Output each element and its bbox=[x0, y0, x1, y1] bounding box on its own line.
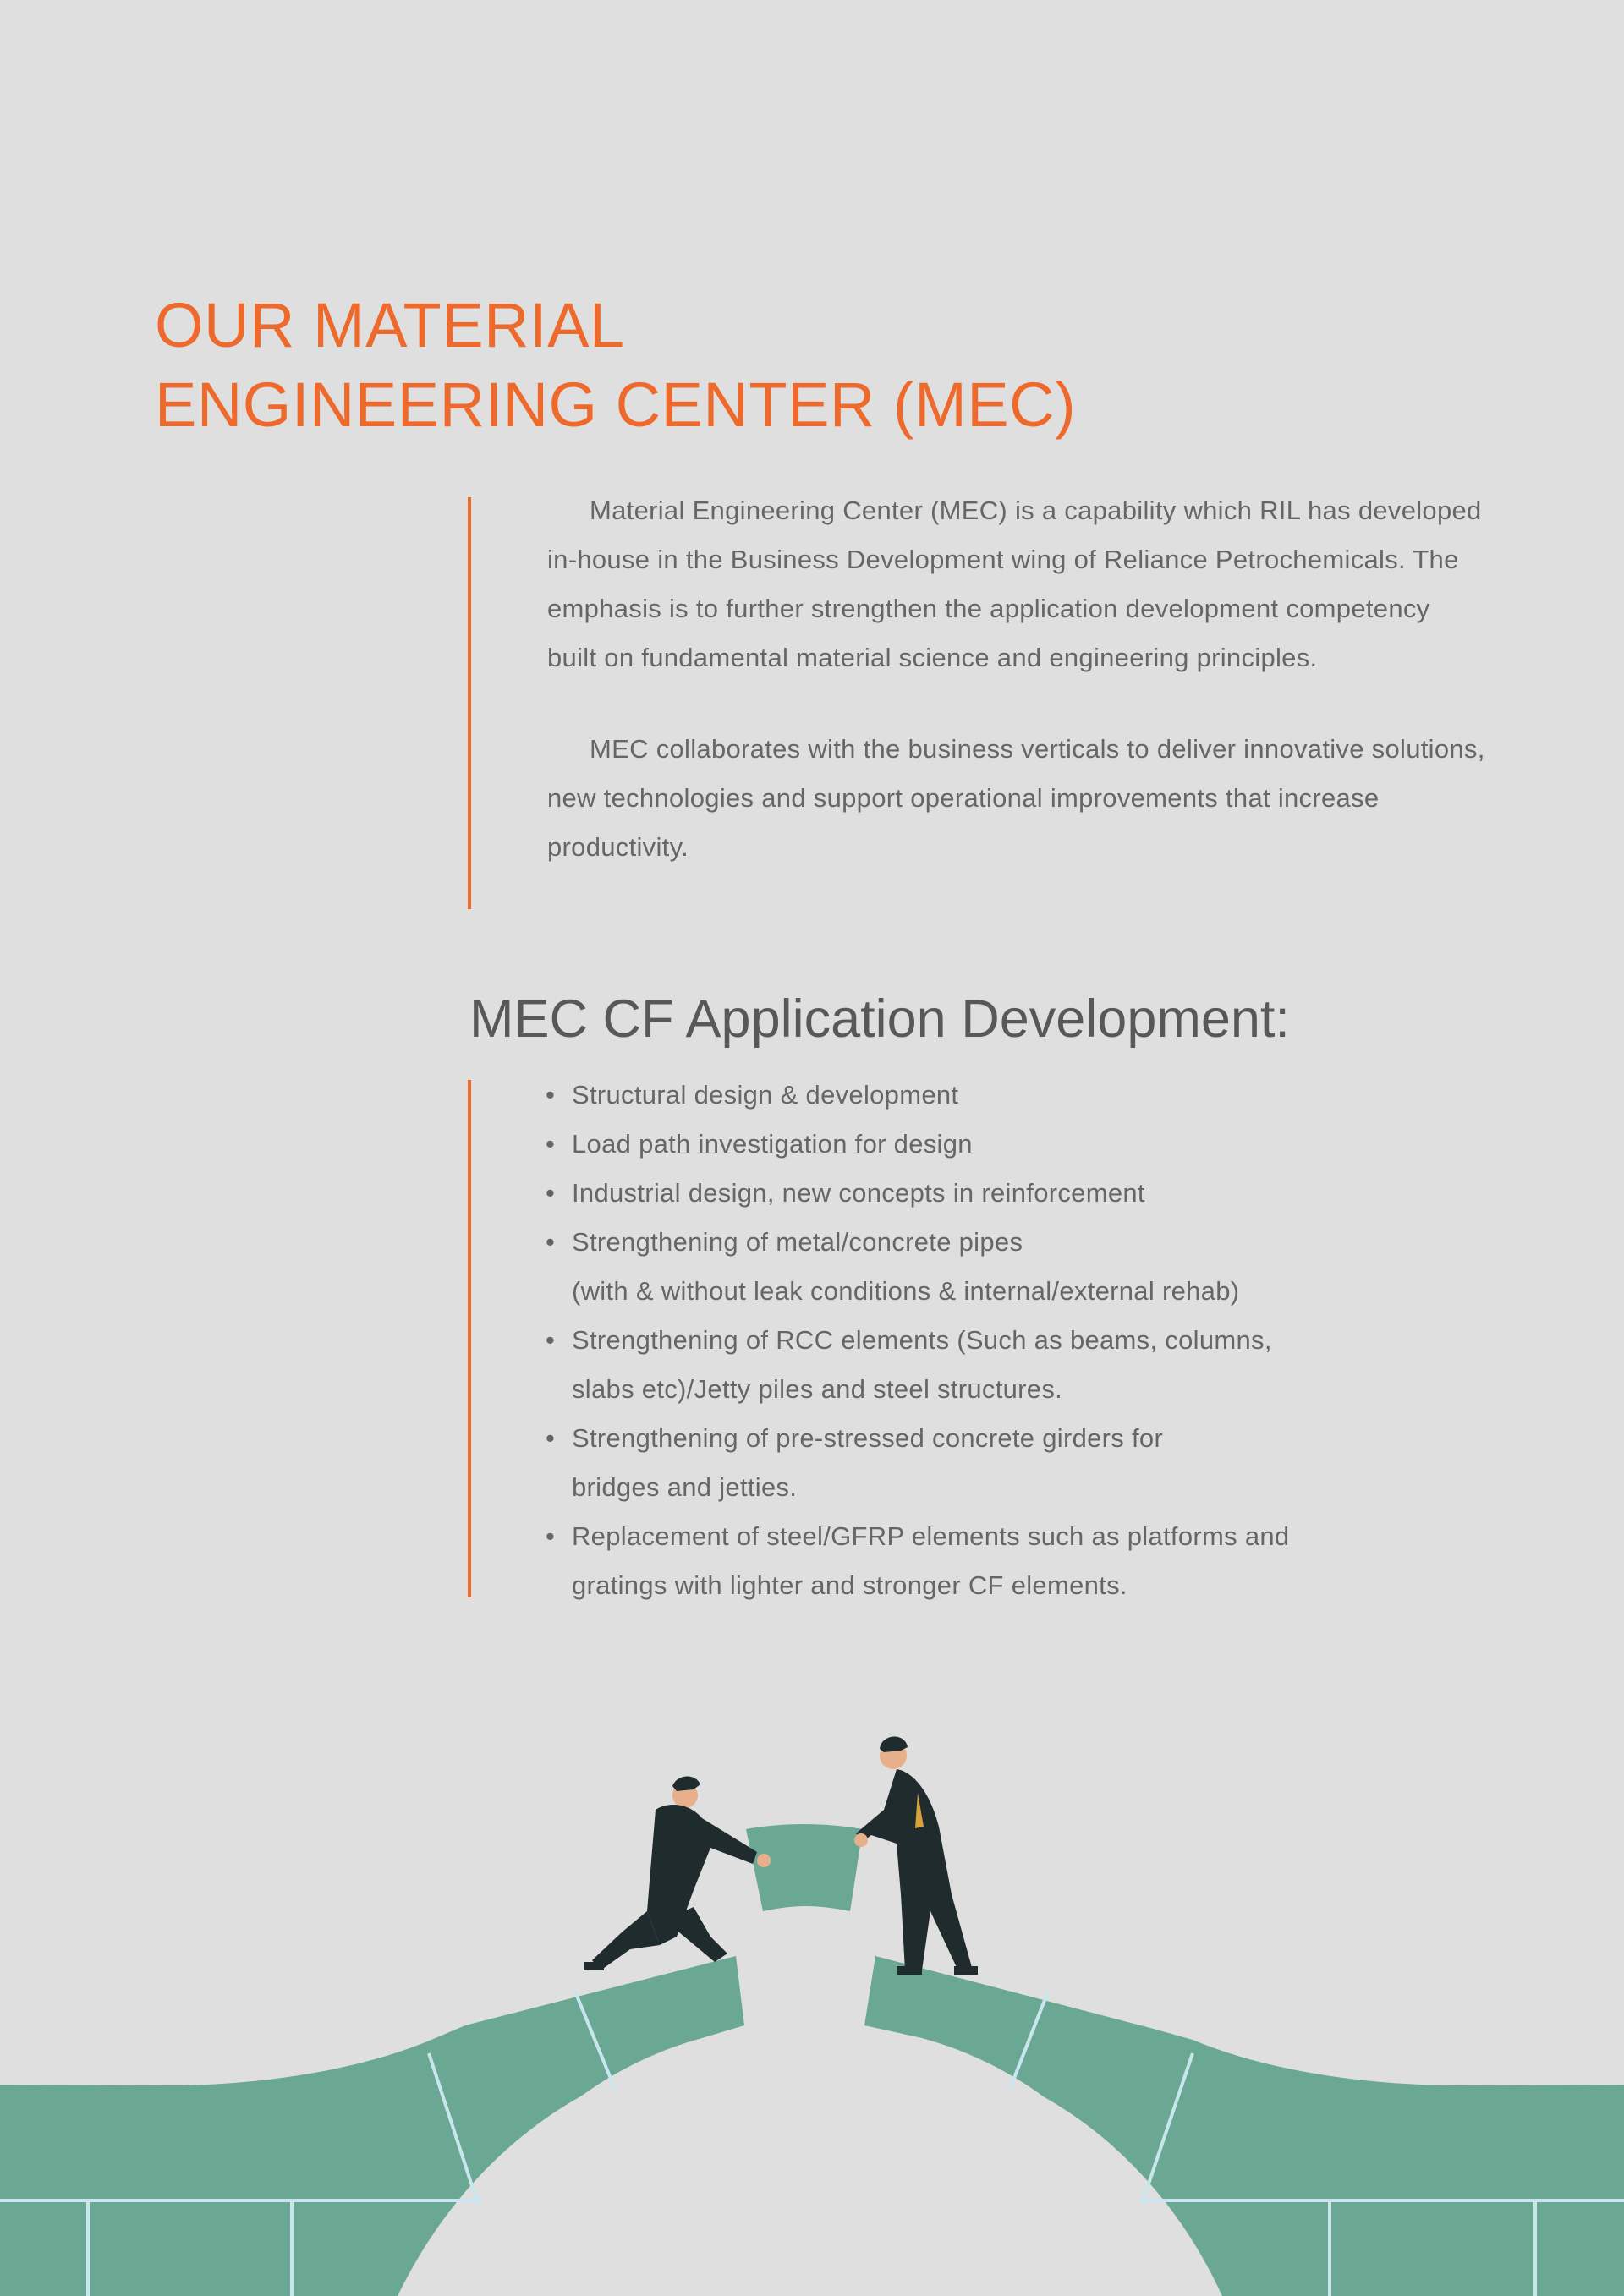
list-item bbox=[546, 1169, 1493, 1218]
list-item bbox=[546, 1071, 1493, 1120]
right-businessman-figure bbox=[854, 1736, 978, 1975]
bullet-icon: • bbox=[546, 1521, 556, 1551]
title-line-1: OUR MATERIAL bbox=[155, 290, 625, 360]
intro-paragraph-2: MEC collaborates with the business verticals to deliver innovative solutions, new technologies and support operational improvements that increase productivity. bbox=[547, 734, 1485, 862]
list-item-text-continued: bridges and jetties. bbox=[572, 1472, 798, 1502]
list-item-text: Load path investigation for design bbox=[572, 1129, 973, 1159]
bullet-icon: • bbox=[546, 1129, 556, 1159]
bullet-icon: • bbox=[546, 1178, 556, 1208]
list-item-text: Strengthening of metal/concrete pipes bbox=[572, 1227, 1023, 1257]
title-line-2: ENGINEERING CENTER (MEC) bbox=[155, 370, 1077, 440]
list-item-text: Industrial design, new concepts in reinforcement bbox=[572, 1178, 1145, 1208]
list-item bbox=[546, 1316, 1493, 1414]
list-accent-rule bbox=[468, 1080, 471, 1597]
list-item-text-continued: slabs etc)/Jetty piles and steel structures. bbox=[572, 1374, 1063, 1404]
list-item-text-continued: gratings with lighter and stronger CF elements. bbox=[572, 1570, 1127, 1600]
intro-text bbox=[547, 486, 1486, 914]
list-item bbox=[546, 1218, 1493, 1316]
list-item-text: Structural design & development bbox=[572, 1080, 959, 1110]
intro-paragraph-1: Material Engineering Center (MEC) is a capability which RIL has developed in-house in the Business Development wing of Reliance Petrochemicals. The emphasis is to further strengthen the application development competency built on fundamental material science and engineering principles. bbox=[547, 496, 1482, 672]
bullet-icon: • bbox=[546, 1325, 556, 1355]
bridge-teamwork-illustration bbox=[0, 1708, 1624, 2296]
application-list bbox=[546, 1071, 1493, 1610]
list-item-text-continued: (with & without leak conditions & internal/external rehab) bbox=[572, 1276, 1240, 1306]
bullet-icon: • bbox=[546, 1080, 556, 1110]
keystone-block bbox=[746, 1824, 863, 1911]
list-item-text: Strengthening of RCC elements (Such as beams, columns, bbox=[572, 1325, 1272, 1355]
list-item bbox=[546, 1414, 1493, 1512]
list-item bbox=[546, 1120, 1493, 1169]
intro-accent-rule bbox=[468, 497, 471, 909]
bullet-icon: • bbox=[546, 1227, 556, 1257]
list-item-text: Replacement of steel/GFRP elements such as platforms and bbox=[572, 1521, 1290, 1551]
list-item-text: Strengthening of pre-stressed concrete girders for bbox=[572, 1423, 1164, 1453]
bullet-icon: • bbox=[546, 1423, 556, 1453]
section-heading: MEC CF Application Development: bbox=[469, 989, 1290, 1049]
list-item bbox=[546, 1512, 1493, 1610]
page-title bbox=[155, 286, 1076, 445]
left-businessman-figure bbox=[584, 1776, 771, 1970]
